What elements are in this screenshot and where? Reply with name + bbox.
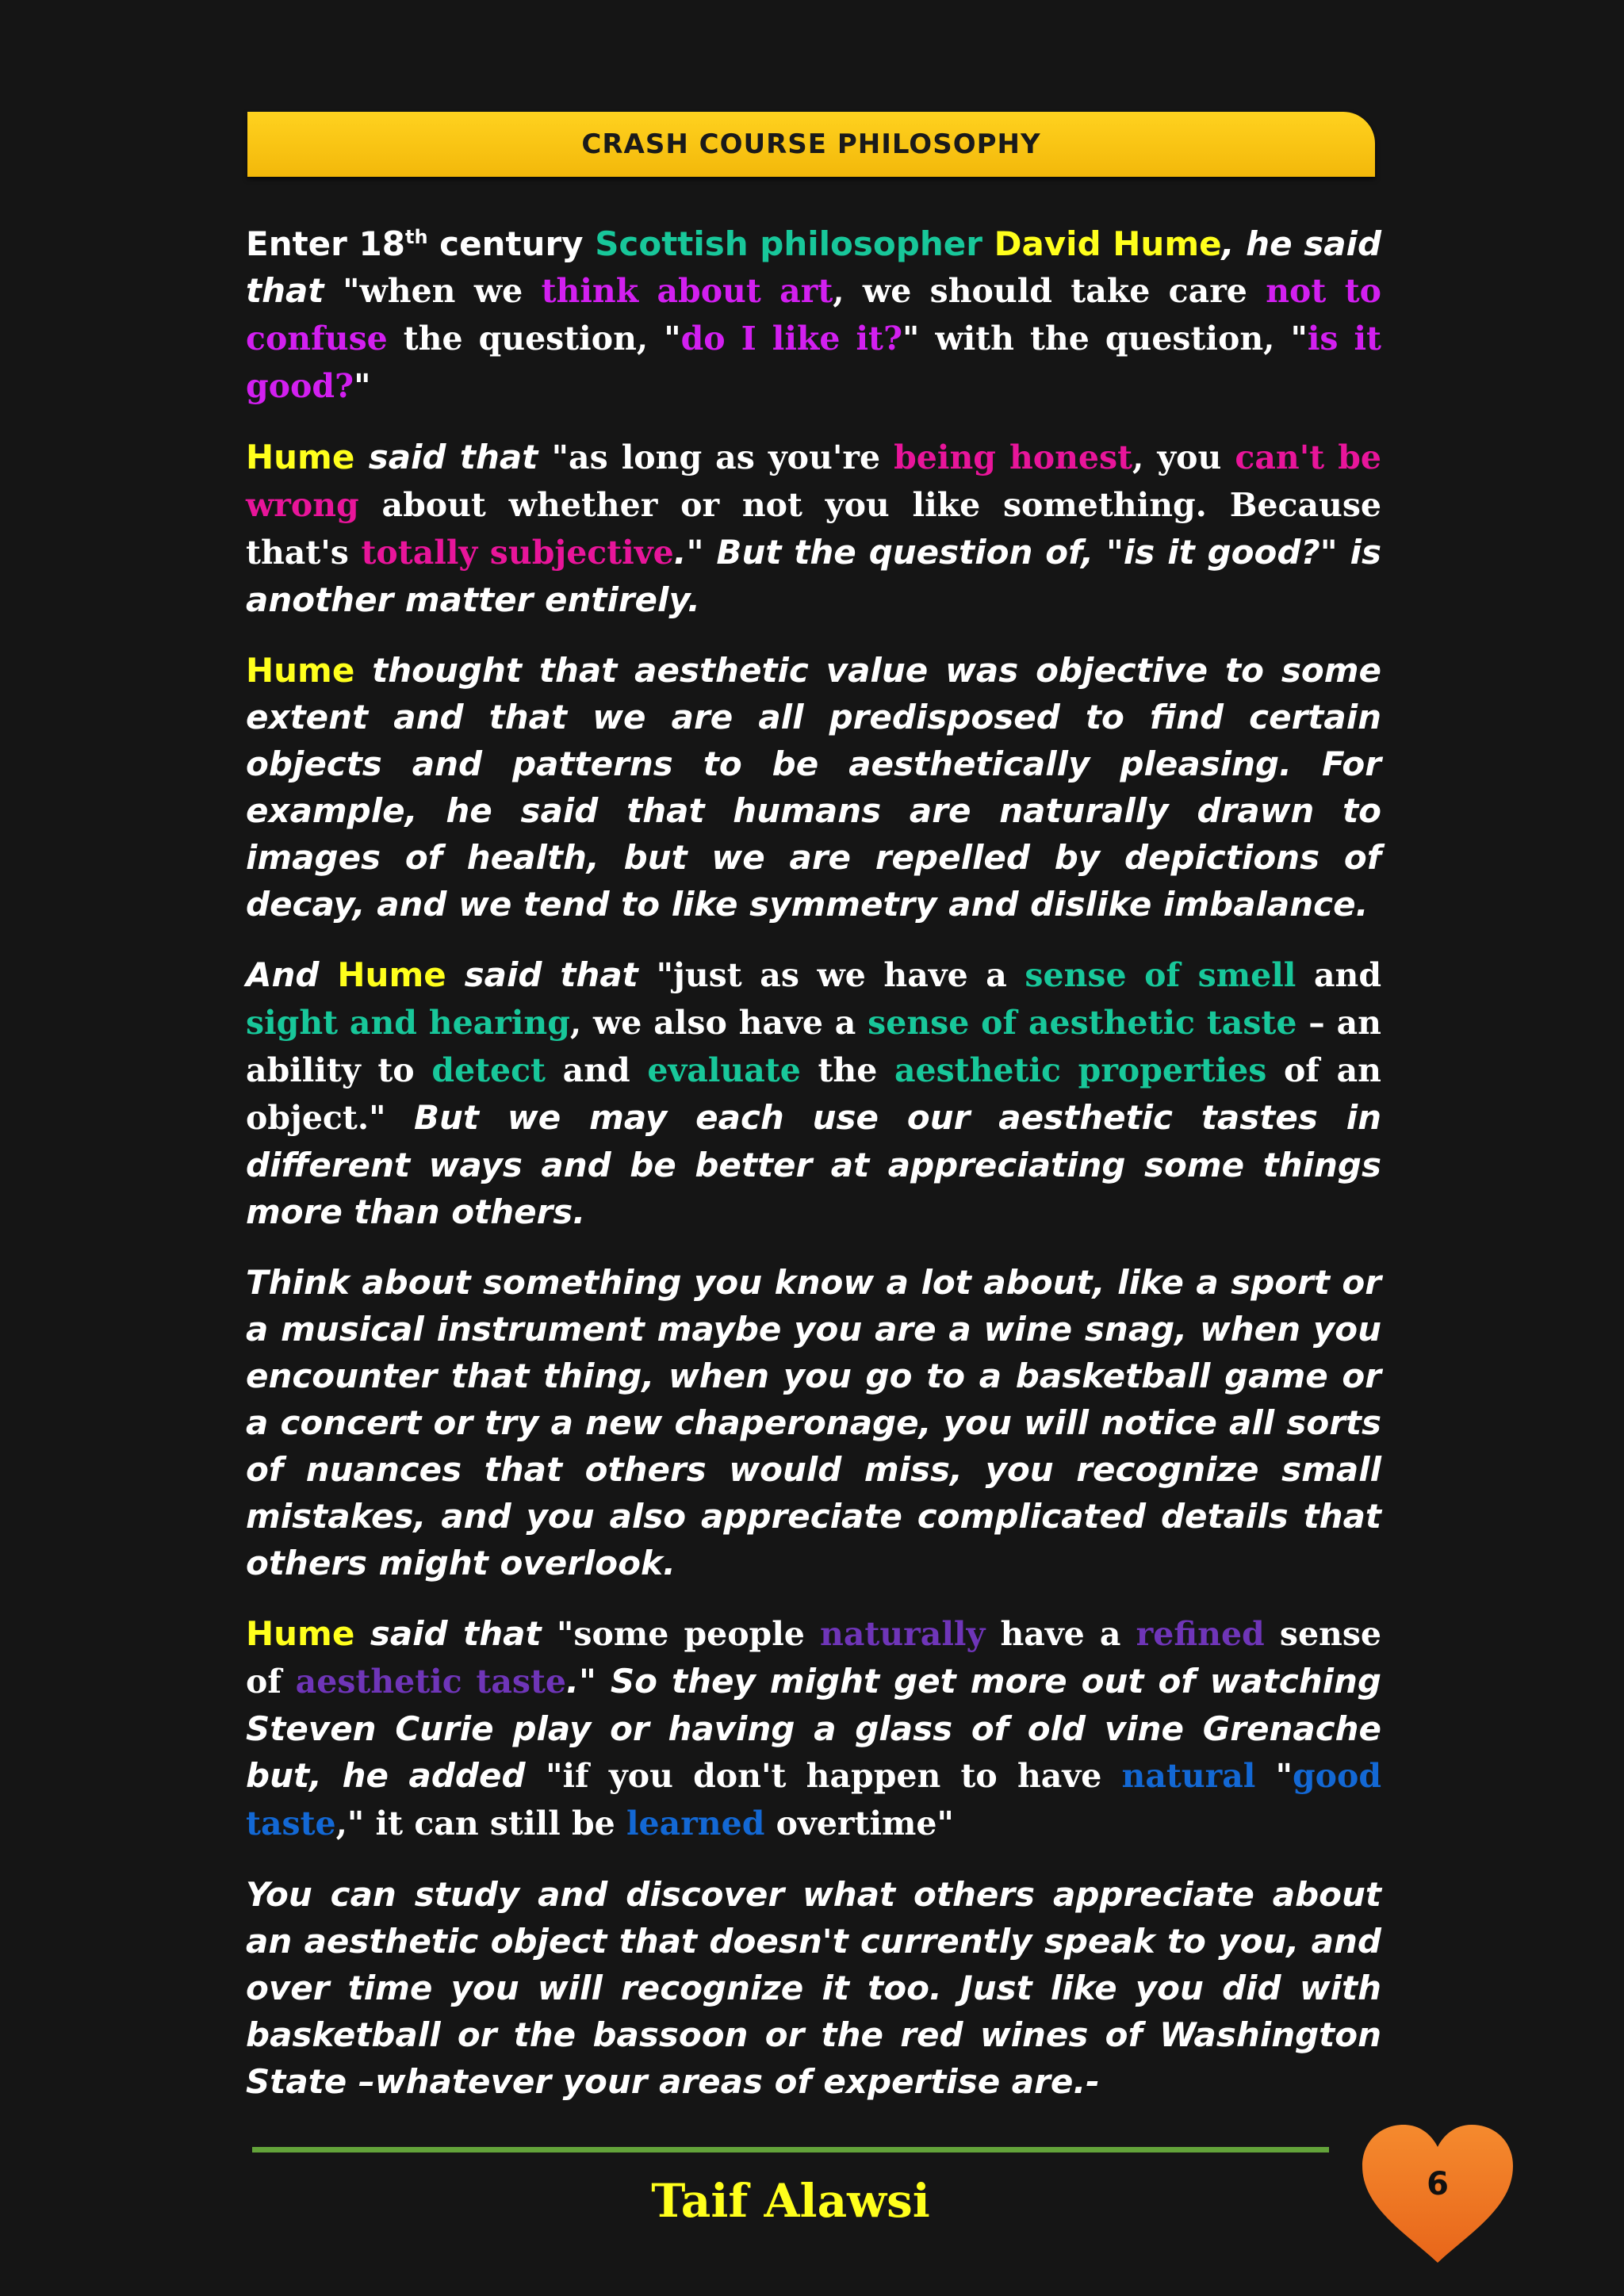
highlight-scottish-philosopher: Scottish philosopher <box>595 224 982 263</box>
paragraph-4: And Hume said that "just as we have a sense of smell and sight and hearing, we also have a sense of aesthetic taste – an ability to detect and evaluate the aesthetic properties of an object." But we may each use our aesthetic tastes in different ways and be better at appreciating some things more than others. <box>246 955 1381 1231</box>
highlight-hume: Hume <box>246 438 355 476</box>
article-body <box>246 220 1381 2129</box>
paragraph-6: Hume said that "some people naturally have a refined sense of aesthetic taste." So they might get more out of watching Steven Curie play or having a glass of old vine Grenache but, he added "if you don't happen to have natural "good taste," it can still be learned overtime" <box>246 1614 1382 1843</box>
author-name: Taif Alawsi <box>651 2174 930 2228</box>
paragraph-2: Hume said that "as long as you're being honest, you can't be wrong about whether or not you like something. Because that's totally subjective." But the question of, "is it good?" is another matter entirely. <box>246 438 1381 619</box>
paragraph-5: Think about something you know a lot about, like a sport or a musical instrument maybe you are a wine snag, when you encounter that thing, when you go to a basketball game or a concert or try a new chaperonage, you will notice all sorts of nuances that others would miss, you recognize small mistakes, and you also appreciate complicated details that others might overlook. <box>246 1263 1381 1582</box>
highlight-david-hume: David Hume <box>994 224 1222 263</box>
paragraph-7: You can study and discover what others appreciate about an aesthetic object that doesn't currently speak to you, and over time you will recognize it too. Just like you did with basketball or the bassoon or the red wines of Washington State –whatever your areas of expertise are.- <box>246 1875 1381 2101</box>
paragraph-3: Hume thought that aesthetic value was objective to some extent and that we are all predisposed to find certain objects and patterns to be aesthetically pleasing. For example, he said that humans are naturally drawn to images of health, but we are repelled by depictions of decay, and we tend to like symmetry and dislike imbalance. <box>246 651 1381 924</box>
highlight-hume: Hume <box>246 1614 355 1653</box>
highlight-hume: Hume <box>337 955 446 994</box>
page-header <box>247 112 1375 177</box>
highlight-hume: Hume <box>246 651 355 690</box>
paragraph-1: Enter 18th century Scottish philosopher David Hume, he said that "when we think about art, we should take care not to confuse the question, "do I like it?" with the question, "is it good?" <box>246 224 1382 405</box>
footer-divider <box>252 2147 1329 2152</box>
header-title: CRASH COURSE PHILOSOPHY <box>581 128 1041 160</box>
page-number: 6 <box>1427 2166 1449 2202</box>
